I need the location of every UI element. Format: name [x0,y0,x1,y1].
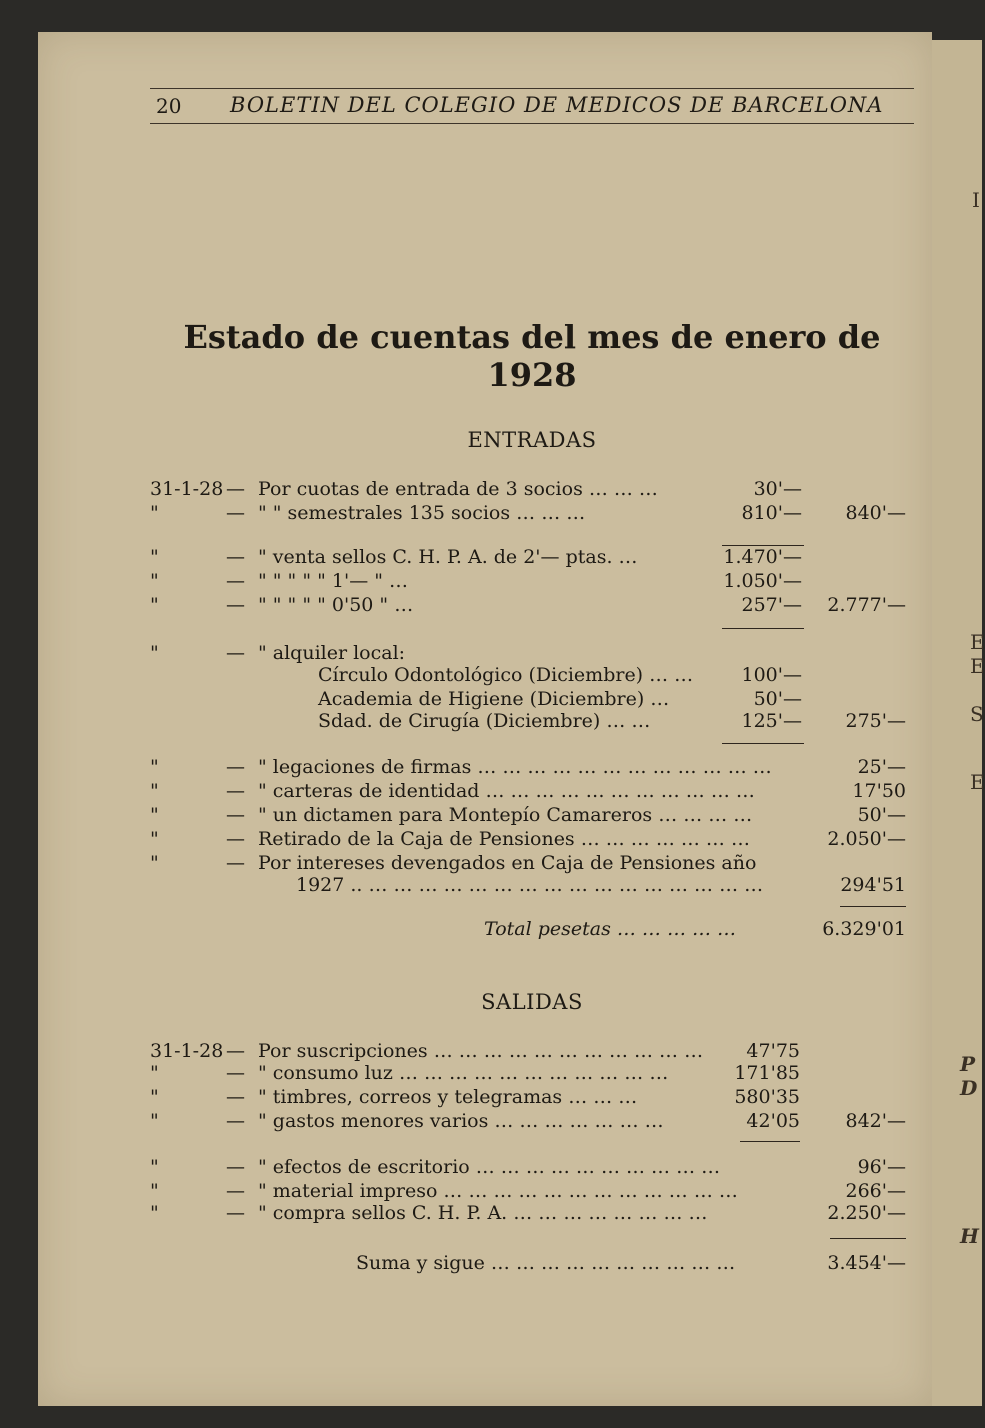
ledger-date: " [150,1110,159,1132]
ledger-row [150,1062,914,1084]
ledger-label: Por suscripciones … … … … … … … … … … … [258,1040,704,1062]
amount-partial: 1.050'— [723,570,802,592]
edge-letter: S [970,702,984,726]
amount-partial: 171'85 [734,1062,800,1084]
ledger-row [150,642,914,664]
amount-total: 2.250'— [827,1202,906,1224]
ledger-dash: — [226,478,245,500]
ledger-dash: — [226,756,245,778]
ledger-date: " [150,780,159,802]
ledger-row [150,546,914,568]
amount-partial: 30'— [753,478,802,500]
ledger-label: " timbres, correos y telegramas … … … [258,1086,638,1108]
subtotal-rule [722,743,804,744]
ledger-dash: — [226,502,245,524]
amount-total: 2.050'— [827,828,906,850]
ledger-row [150,804,914,826]
edge-letter: E [970,630,985,654]
ledger-dash: — [226,780,245,802]
ledger-row [150,1086,914,1108]
ledger-row [150,570,914,592]
amount-total: 50'— [857,804,906,826]
ledger-dash: — [226,1156,245,1178]
total-value: 6.329'01 [822,918,906,940]
ledger-row [150,1040,914,1062]
amount-partial: 47'75 [746,1040,800,1062]
adjacent-page-edge [932,40,985,1406]
ledger-date: " [150,804,159,826]
journal-title: BOLETIN DEL COLEGIO DE MEDICOS DE BARCELONA [230,93,884,117]
amount-partial: 42'05 [746,1110,800,1132]
amount-partial: 125'— [741,710,802,732]
ledger-date: " [150,1062,159,1084]
ledger-dash: — [226,1180,245,1202]
ledger-row [150,1202,914,1224]
ledger-dash: — [226,642,245,664]
total-rule [840,906,906,907]
edge-letter: H [960,1224,979,1248]
sum-label: Suma y sigue … … … … … … … … … … [356,1252,736,1274]
amount-partial: 1.470'— [723,546,802,568]
amount-total: 275'— [845,710,906,732]
ledger-dash: — [226,828,245,850]
subtotal-rule [722,545,804,546]
amount-partial: 50'— [753,688,802,710]
ledger-date: " [150,828,159,850]
edge-letter: E [970,770,985,794]
ledger-row [150,828,914,850]
ledger-row [150,780,914,802]
ledger-label: " carteras de identidad … … … … … … … … … … … [258,780,755,802]
sum-value: 3.454'— [827,1252,906,1274]
ledger-row [150,664,914,686]
ledger-date: 31-1-28 [150,1040,224,1062]
ledger-dash: — [226,594,245,616]
running-header [150,88,914,124]
amount-partial: 810'— [741,502,802,524]
ledger-dash: — [226,546,245,568]
ledger-row [150,1156,914,1178]
ledger-dash: — [226,1062,245,1084]
ledger-date: " [150,756,159,778]
ledger-label: Sdad. de Cirugía (Diciembre) … … [318,710,651,732]
ledger-label: " compra sellos C. H. P. A. … … … … … … … … [258,1202,708,1224]
ledger-date: " [150,1086,159,1108]
ledger-dash: — [226,1086,245,1108]
ledger-dash: — [226,1202,245,1224]
ledger-date: " [150,642,159,664]
page-number: 20 [156,94,182,118]
subtotal-rule [740,1141,800,1142]
ledger-date: " [150,570,159,592]
total-label: Total pesetas … … … … … [484,918,737,940]
ledger-label: Por cuotas de entrada de 3 socios … … … [258,478,658,500]
ledger-label: Retirado de la Caja de Pensiones … … … … … … … [258,828,750,850]
total-rule [830,1238,906,1239]
ledger-label: Academia de Higiene (Diciembre) … [318,688,670,710]
amount-partial: 257'— [741,594,802,616]
ledger-row [150,1180,914,1202]
ledger-date: " [150,594,159,616]
sum-row [150,1252,914,1274]
ledger-row [150,502,914,524]
ledger-label: " consumo luz … … … … … … … … … … … [258,1062,669,1084]
ledger-row [150,852,914,874]
ledger-date: " [150,1202,159,1224]
ledger-row [150,1110,914,1132]
ledger-row [150,594,914,616]
page-title: Estado de cuentas del mes de enero de 1928 [183,318,881,394]
ledger-date: 31-1-28 [150,478,224,500]
amount-total: 294'51 [840,874,906,896]
total-row [150,918,914,940]
ledger-dash: — [226,852,245,874]
ledger-date: " [150,1156,159,1178]
subtotal-rule [722,628,804,629]
amount-total: 2.777'— [827,594,906,616]
ledger-row [150,688,914,710]
ledger-dash: — [226,1040,245,1062]
ledger-label: " venta sellos C. H. P. A. de 2'— ptas. … [258,546,638,568]
ledger-row [150,478,914,500]
ledger-date: " [150,852,159,874]
ledger-dash: — [226,804,245,826]
ledger-dash: — [226,1110,245,1132]
entradas-heading: ENTRADAS [467,428,597,452]
ledger-label: " " semestrales 135 socios … … … [258,502,586,524]
ledger-label: Por intereses devengados en Caja de Pensiones año [258,852,757,874]
ledger-label: " un dictamen para Montepío Camareros … … … … [258,804,753,826]
amount-total: 17'50 [852,780,906,802]
edge-letter: E [970,654,985,678]
ledger-date: " [150,546,159,568]
ledger-label: " material impreso … … … … … … … … … … … … [258,1180,738,1202]
ledger-label: " efectos de escritorio … … … … … … … … … … [258,1156,721,1178]
amount-total: 266'— [845,1180,906,1202]
ledger-date: " [150,502,159,524]
amount-total: 96'— [857,1156,906,1178]
amount-total: 25'— [857,756,906,778]
ledger-label: Círculo Odontológico (Diciembre) … … [318,664,694,686]
amount-partial: 580'35 [734,1086,800,1108]
amount-total: 842'— [845,1110,906,1132]
ledger-row [150,756,914,778]
edge-letter: I [972,188,980,212]
amount-total: 840'— [845,502,906,524]
edge-letter: D [960,1076,978,1100]
salidas-heading: SALIDAS [481,990,583,1014]
ledger-label: " " " " " 1'— " … [258,570,409,592]
ledger-row [150,710,914,732]
ledger-date: " [150,1180,159,1202]
ledger-label: " legaciones de firmas … … … … … … … … … … … … [258,756,772,778]
ledger-row [150,874,914,896]
ledger-label: " gastos menores varios … … … … … … … [258,1110,664,1132]
ledger-label: 1927 .. … … … … … … … … … … … … … … … … [296,874,764,896]
ledger-dash: — [226,570,245,592]
edge-letter: P [960,1052,976,1076]
ledger-label: " alquiler local: [258,642,406,664]
ledger-label: " " " " " 0'50 " … [258,594,414,616]
amount-partial: 100'— [741,664,802,686]
